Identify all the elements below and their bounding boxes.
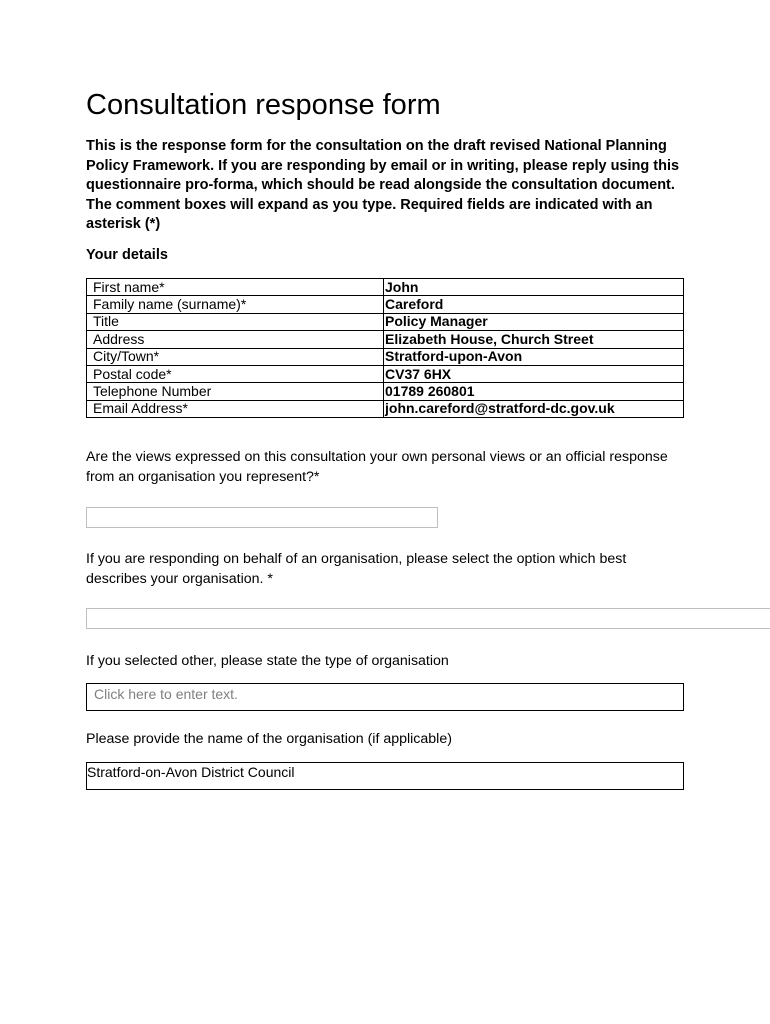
intro-paragraph: This is the response form for the consultation on the draft revised National Planning Policy Framework. If you are responding by email or in writing, please reply using this questionnaire pro-forma, which should be read alongside the consultation document. The comment boxes will expand as you type. Required fields are indicated with an asterisk (*) (86, 138, 680, 232)
title-label: Title (87, 313, 384, 330)
address-label: Address (87, 331, 384, 348)
address-field[interactable]: Elizabeth House, Church Street (384, 331, 684, 348)
table-row (87, 383, 684, 400)
your-details-heading: Your details (86, 247, 168, 263)
views-question: Are the views expressed on this consultation your own personal views or an official response from an organisation you represent?* (86, 449, 668, 485)
telephone-field[interactable]: 01789 260801 (384, 383, 684, 400)
city-town-label: City/Town* (87, 348, 384, 365)
telephone-label: Telephone Number (87, 383, 384, 400)
details-table (86, 278, 684, 418)
family-name-label: Family name (surname)* (87, 296, 384, 313)
table-row (87, 313, 684, 330)
other-org-type-input[interactable] (86, 683, 684, 711)
table-row (87, 296, 684, 313)
document-page (86, 0, 770, 1024)
table-row (87, 331, 684, 348)
first-name-label: First name* (87, 279, 384, 296)
page-title: Consultation response form (86, 89, 441, 121)
org-name-question: Please provide the name of the organisation (if applicable) (86, 731, 452, 747)
table-row (87, 348, 684, 365)
org-type-question: If you are responding on behalf of an organisation, please select the option which best describes your organisation. * (86, 551, 627, 587)
org-name-input[interactable] (86, 762, 684, 790)
postal-code-field[interactable]: CV37 6HX (384, 365, 684, 382)
table-row (87, 279, 684, 296)
table-row (87, 365, 684, 382)
city-town-field[interactable]: Stratford-upon-Avon (384, 348, 684, 365)
first-name-field[interactable]: John (384, 279, 684, 296)
email-field[interactable]: john.careford@stratford-dc.gov.uk (384, 400, 684, 417)
family-name-field[interactable]: Careford (384, 296, 684, 313)
email-label: Email Address* (87, 400, 384, 417)
postal-code-label: Postal code* (87, 365, 384, 382)
title-field[interactable]: Policy Manager (384, 313, 684, 330)
table-row (87, 400, 684, 417)
org-type-dropdown[interactable] (86, 608, 770, 629)
other-org-type-placeholder: Click here to enter text. (94, 686, 238, 702)
views-dropdown[interactable] (86, 507, 438, 528)
org-name-value: Stratford-on-Avon District Council (87, 764, 295, 780)
other-org-question: If you selected other, please state the type of organisation (86, 653, 449, 669)
